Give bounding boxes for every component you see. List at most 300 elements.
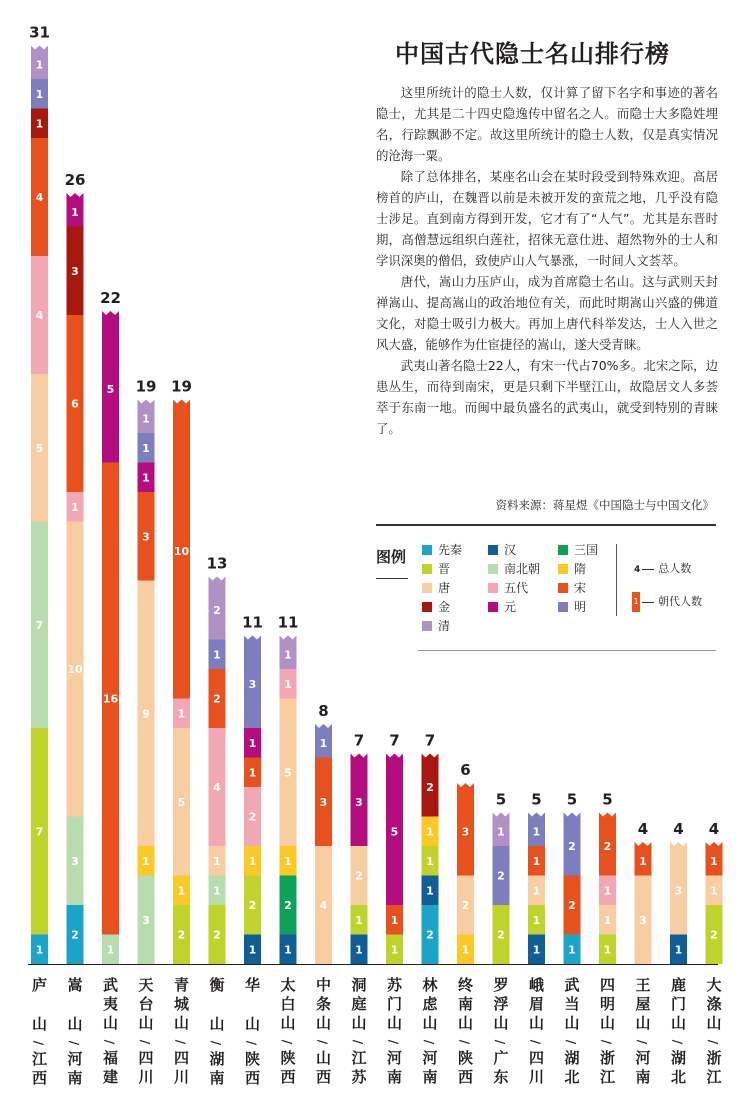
category-label-char: 北 (564, 1068, 580, 1086)
category-label-char: 城 (173, 995, 190, 1013)
category-label-char: / (280, 1039, 294, 1045)
segment-value-label: 1 (532, 913, 541, 927)
segment-value-label: 2 (568, 840, 576, 853)
category-label-char: 武 (564, 976, 580, 994)
category-label-char: 白 (280, 995, 296, 1013)
segment-value-label: 4 (35, 191, 44, 204)
category-label-char: / (315, 1039, 330, 1045)
category-label-char: 山 (528, 1014, 545, 1032)
category-label-char: 湖 (209, 1050, 225, 1068)
category-label-char: 山 (564, 1014, 580, 1032)
bar-top-notch (493, 813, 510, 817)
segment-value-label: 5 (177, 795, 186, 809)
legend-swatch (488, 583, 498, 593)
category-label-char: 江 (599, 1068, 616, 1086)
intro-paragraph: 除了总体排名，某座名山会在某时段受到特殊欢迎。高居榜首的庐山，在魏晋以前是未被开发的蛮荒之地，几乎没有隐士涉足。直到南方得到开发，它才有了“人气”。尤其是东晋时期，高僧慧远组织白莲社，招徕无意仕进、超然物外的士人和学识深奥的僧侣，致使庐山人气暴涨，一时间人文荟萃。 (376, 169, 718, 268)
category-label-char: / (457, 1039, 472, 1045)
legend-swatch (558, 564, 568, 574)
segment-value-label: 2 (355, 869, 363, 883)
segment-value-label: 3 (355, 795, 363, 809)
category-label-char: 西 (280, 1068, 296, 1086)
bar-top-notch (102, 311, 119, 315)
legend-swatch (422, 564, 432, 574)
category-label-char: 山 (493, 1014, 509, 1032)
segment-value-label: 1 (532, 854, 541, 868)
category-label-char: / (209, 1040, 223, 1046)
bar-total-label: 4 (708, 820, 720, 838)
bar-top-notch (670, 842, 687, 846)
bar-total-label: 31 (29, 23, 50, 42)
legend-item-sui (558, 562, 586, 576)
intro-paragraph: 唐代，嵩山力压庐山，成为首席隐士名山。这与武则天封禅嵩山、提高嵩山的政治地位有关，而此时期嵩山兴盛的佛道文化，对隐士吸引力极大。再加上唐代科举发达，士人入世之风大盛，能够作为仕宦捷径的嵩山，遂大受青睐。 (376, 274, 718, 352)
category-label-char: 涤 (706, 995, 722, 1013)
category-label-char: 屋 (635, 995, 651, 1013)
segment-value-label: 1 (319, 736, 328, 750)
segment-value-label: 3 (142, 913, 150, 927)
segment-value-label: 1 (35, 58, 44, 72)
category-label-char: 西 (244, 1069, 261, 1087)
category-label-char: 川 (138, 1068, 154, 1086)
category-label-char: 山 (102, 1014, 119, 1032)
legend-swatch (488, 602, 498, 612)
category-label-char: 山 (280, 1014, 296, 1032)
segment-value-label: 1 (426, 854, 434, 868)
segment-value-label: 10 (173, 545, 190, 558)
segment-value-label: 2 (461, 899, 470, 912)
legend-label: 南北朝 (504, 562, 541, 576)
segment-value-label: 4 (213, 781, 221, 794)
bar-top-notch (599, 813, 616, 817)
segment-value-label: 1 (177, 884, 186, 898)
category-label-char: 山 (315, 1049, 332, 1067)
segment-value-label: 1 (248, 766, 257, 780)
source-note: 资料来源：蒋星煜《中国隐士与中国文化》 (495, 498, 714, 512)
bar-total-label: 5 (566, 790, 578, 809)
bar-top-notch (173, 400, 190, 404)
category-label-char: / (635, 1039, 649, 1045)
segment-value-label: 1 (603, 943, 612, 957)
category-label-char: 四 (138, 1049, 154, 1067)
segment-value-label: 1 (284, 648, 292, 662)
bar-total-label: 4 (673, 820, 684, 838)
segment-value-label: 1 (142, 412, 150, 426)
category-label-char: 西 (315, 1068, 332, 1086)
category-label-char: 江 (706, 1068, 722, 1086)
category-label-char: 西 (457, 1068, 474, 1086)
segment-value-label: 3 (639, 913, 647, 927)
intro-text (376, 82, 718, 439)
bar-total-label: 19 (171, 377, 192, 396)
category-label-char: / (244, 1040, 259, 1046)
category-label-char: 华 (244, 976, 261, 994)
segment-value-label: 2 (284, 899, 292, 912)
legend-key-total-number: 4 (634, 565, 641, 575)
category-label-char: 鹿 (670, 976, 687, 994)
legend-label: 先秦 (438, 543, 463, 557)
category-label-char: 福 (102, 1049, 119, 1067)
category-label-char: 山 (351, 1014, 367, 1032)
category-label-char: 南 (635, 1068, 651, 1086)
category-label-char: / (102, 1039, 117, 1045)
bar-total-label: 5 (495, 790, 507, 809)
category-label-char: 浙 (599, 1049, 616, 1067)
segment-value-label: 3 (71, 264, 79, 278)
bar-total-label: 19 (135, 377, 157, 396)
category-label-char: 山 (67, 1015, 83, 1033)
category-label-char: 山 (138, 1014, 154, 1032)
segment-value-label: 2 (213, 604, 221, 617)
legend-label: 清 (438, 619, 451, 633)
category-label-char: 南 (422, 1068, 438, 1086)
segment-value-label: 7 (35, 825, 44, 839)
bar-total-label: 7 (353, 731, 365, 750)
segment-value-label: 1 (461, 943, 470, 957)
category-label-char: 苏 (386, 976, 403, 994)
legend-swatch (422, 602, 432, 612)
segment-value-label: 1 (674, 943, 683, 957)
legend-label: 隋 (574, 562, 587, 576)
segment-value-label: 1 (213, 884, 221, 898)
category-label-char: 南 (386, 1068, 403, 1086)
intro-paragraph: 这里所统计的隐士人数，仅计算了留下名字和事迹的著名隐士，尤其是二十四史隐逸传中留名之人。而隐士大多隐姓埋名，行踪飘渺不定。故这里所统计的隐士人数，仅是真实情况的沧海一粟。 (376, 85, 718, 163)
segment-value-label: 1 (426, 884, 434, 898)
legend-item-nanbeichao (488, 562, 540, 576)
category-label-char: 东 (493, 1068, 509, 1086)
segment-value-label: 5 (284, 766, 292, 780)
category-label-char: 山 (31, 1015, 48, 1033)
legend-item-sanguo (558, 543, 598, 557)
category-label-char: 四 (173, 1049, 190, 1067)
category-label-char: 门 (386, 995, 403, 1013)
bar-total-label: 6 (460, 761, 471, 779)
category-label-char: / (31, 1040, 46, 1046)
legend-swatch (488, 564, 498, 574)
category-label-char: / (564, 1039, 578, 1045)
category-label-char: 山 (422, 1014, 438, 1032)
category-label-char: 洞 (351, 976, 367, 994)
segment-value-label: 1 (213, 648, 221, 662)
category-label-char: 虑 (422, 995, 438, 1013)
bar-top-notch (422, 754, 439, 758)
segment-value-label: 1 (426, 825, 434, 839)
segment-value-label: 1 (284, 943, 292, 957)
bar-top-notch (528, 813, 545, 817)
category-label-char: 林 (422, 976, 438, 994)
category-label-char: 广 (493, 1049, 509, 1067)
legend-item-yuan (488, 600, 516, 614)
category-label-char: 峨 (528, 976, 545, 994)
legend-label: 汉 (504, 543, 517, 557)
segment-value-label: 6 (71, 397, 79, 411)
category-label-char: 庐 (31, 976, 48, 994)
segment-value-label: 1 (106, 943, 115, 957)
category-label-char: 陕 (457, 1049, 474, 1067)
legend-swatch (422, 545, 432, 555)
category-label-char: / (422, 1039, 436, 1045)
category-label-char: 明 (599, 995, 616, 1013)
segment-value-label: 2 (248, 810, 257, 824)
segment-value-label: 2 (213, 928, 221, 942)
legend-key-dynasty-box: 1 (632, 592, 640, 612)
category-label-char: / (670, 1039, 685, 1045)
legend-swatch (558, 602, 568, 612)
category-label-char: 山 (599, 1014, 616, 1032)
category-label-char: 山 (209, 1015, 225, 1033)
bar-top-notch (315, 724, 332, 728)
category-label-char: 湖 (670, 1049, 687, 1067)
segment-value-label: 1 (532, 825, 541, 839)
legend-swatch (422, 621, 432, 631)
segment-value-label: 1 (248, 854, 257, 868)
segment-value-label: 5 (106, 382, 115, 396)
category-label-char: 南 (457, 995, 474, 1013)
category-label-char: 当 (564, 995, 580, 1013)
bar-top-notch (706, 842, 723, 846)
segment-value-label: 1 (248, 736, 257, 750)
segment-value-label: 9 (142, 707, 150, 721)
bar-total-label: 13 (206, 554, 228, 573)
legend-key-total-label: 总人数 (658, 562, 692, 575)
legend-separator (616, 544, 617, 616)
category-label-char: / (599, 1039, 614, 1045)
segment-value-label: 2 (568, 899, 576, 912)
segment-value-label: 1 (355, 913, 363, 927)
segment-value-label: 2 (213, 692, 221, 706)
category-label-char: 山 (457, 1014, 474, 1032)
category-label-char: 山 (315, 1014, 332, 1032)
category-label-char: 建 (102, 1068, 119, 1086)
legend-label: 宋 (574, 581, 587, 595)
category-label-char: / (706, 1039, 720, 1045)
bar-total-label: 11 (277, 613, 299, 632)
category-label-char: 台 (138, 995, 154, 1013)
segment-value-label: 1 (603, 884, 612, 898)
segment-value-label: 2 (426, 781, 434, 794)
category-label-char: 天 (138, 976, 154, 994)
category-label-char: / (138, 1039, 152, 1045)
bar-top-notch (31, 46, 48, 50)
legend-item-wudai (488, 581, 528, 595)
category-label-char: 河 (635, 1049, 651, 1067)
legend-item-song (558, 581, 586, 595)
category-label-char: 西 (31, 1069, 48, 1087)
category-label-char: 大 (706, 976, 722, 994)
legend-item-tang (422, 581, 450, 595)
segment-value-label: 3 (319, 795, 328, 809)
segment-value-label: 1 (71, 205, 79, 219)
legend-top-rule (376, 524, 716, 526)
segment-value-label: 1 (603, 913, 612, 927)
category-label-char: / (351, 1039, 365, 1045)
legend-label: 明 (574, 600, 587, 614)
category-label-char: 四 (528, 1049, 545, 1067)
segment-value-label: 1 (35, 943, 44, 957)
category-label-char: 湖 (564, 1049, 580, 1067)
category-label-char: 南 (209, 1069, 225, 1087)
category-label-char: 武 (102, 976, 119, 994)
category-label-char: / (493, 1039, 507, 1045)
category-label-char: 青 (173, 976, 190, 994)
segment-value-label: 2 (71, 928, 79, 942)
segment-value-label: 1 (710, 854, 718, 868)
segment-value-label: 1 (390, 943, 399, 957)
segment-value-label: 1 (35, 117, 44, 131)
segment-value-label: 2 (248, 899, 257, 912)
segment-value-label: 1 (284, 677, 292, 691)
legend-key-dynasty-label: 朝代人数 (658, 595, 702, 608)
segment-value-label: 1 (177, 707, 186, 721)
legend-label: 元 (504, 600, 517, 614)
bar-top-notch (351, 754, 368, 758)
legend-item-jin (422, 562, 450, 576)
segment-value-label: 1 (568, 943, 576, 957)
category-label-char: 江 (31, 1050, 48, 1068)
category-label-char: 浙 (706, 1049, 722, 1067)
segment-value-label: 4 (35, 309, 44, 322)
segment-value-label: 3 (142, 530, 150, 544)
category-label-char: 川 (528, 1068, 545, 1086)
segment-value-label: 1 (497, 825, 505, 839)
category-label-char: 河 (422, 1049, 438, 1067)
segment-value-label: 1 (710, 884, 718, 898)
segment-value-label: 3 (674, 884, 683, 898)
category-label-char: 衡 (209, 976, 225, 994)
segment-value-label: 3 (461, 825, 470, 839)
legend-label: 唐 (438, 581, 451, 595)
legend-item-qing (422, 619, 450, 633)
segment-value-label: 1 (355, 943, 363, 957)
bar-total-label: 7 (424, 731, 436, 750)
category-label-char: 北 (670, 1068, 687, 1086)
bar-top-notch (280, 636, 297, 640)
category-label-char: 中 (315, 976, 332, 994)
intro-paragraph: 武夷山著名隐士22人，有宋一代占70%多。北宋之际，边患丛生，而待到南宋，更是只剩下半壁江山，故隐居文人多荟萃于东南一地。而闽中最负盛名的武夷山，就受到特别的青睐了。 (376, 358, 718, 436)
segment-value-label: 1 (284, 854, 292, 868)
bar-top-notch (564, 813, 581, 817)
legend-swatch (422, 583, 432, 593)
segment-value-label: 1 (248, 943, 257, 957)
category-label-char: 罗 (493, 976, 509, 994)
bar-total-label: 5 (602, 790, 613, 809)
legend-item-jin2 (422, 600, 450, 614)
segment-value-label: 3 (71, 854, 79, 868)
bar-total-label: 22 (100, 289, 121, 307)
category-label-char: 江 (351, 1049, 367, 1067)
legend-label: 三国 (574, 543, 599, 557)
bar-top-notch (67, 193, 84, 197)
legend-label: 五代 (504, 581, 529, 595)
bar-top-notch (386, 754, 403, 758)
bar-top-notch (244, 636, 261, 640)
segment-value-label: 10 (67, 663, 83, 676)
legend-title: 图例 (376, 548, 407, 566)
bar-total-label: 7 (389, 731, 400, 750)
segment-value-label: 2 (603, 840, 612, 853)
category-label-char: 太 (280, 976, 296, 994)
category-label-char: 山 (635, 1014, 651, 1032)
category-label-char: 山 (706, 1014, 722, 1032)
category-label-char: 山 (670, 1014, 687, 1032)
legend-item-han (488, 543, 516, 557)
category-label-char: 浮 (493, 995, 509, 1013)
segment-value-label: 2 (426, 928, 434, 942)
bar-top-notch (635, 842, 652, 846)
category-label-char: 王 (635, 976, 651, 994)
bar-top-notch (209, 577, 226, 581)
legend-item-ming (558, 600, 586, 614)
legend-swatch (558, 583, 568, 593)
bar-total-label: 11 (242, 613, 263, 632)
category-label-char: 南 (67, 1069, 83, 1087)
category-label-char: / (173, 1039, 188, 1045)
legend-key-dynasty (632, 592, 702, 612)
legend-title-underline (376, 578, 408, 579)
segment-value-label: 3 (248, 677, 257, 691)
segment-value-label: 1 (213, 854, 221, 868)
segment-value-label: 5 (390, 825, 399, 839)
leader-line (642, 569, 654, 570)
category-label-char: 川 (173, 1068, 190, 1086)
category-label-char: 庭 (351, 995, 367, 1013)
category-label-char: 终 (457, 976, 474, 994)
category-label-char: 夷 (102, 995, 119, 1013)
segment-value-label: 1 (639, 854, 647, 868)
category-label-char: 河 (386, 1049, 403, 1067)
category-label-char: / (386, 1039, 401, 1045)
category-label-char: 条 (315, 995, 332, 1013)
segment-value-label: 16 (102, 692, 119, 706)
category-label-char: 嵩 (67, 976, 83, 994)
legend-swatch (558, 545, 568, 555)
legend-swatch (488, 545, 498, 555)
bar-total-label: 4 (637, 820, 649, 838)
segment-value-label: 5 (35, 441, 44, 455)
leader-line (642, 602, 654, 603)
category-label-char: 山 (173, 1014, 190, 1032)
segment-value-label: 1 (532, 884, 541, 898)
legend-key-total (634, 560, 691, 576)
bar-top-notch (457, 783, 474, 787)
segment-value-label: 1 (142, 471, 150, 485)
category-label-char: 山 (386, 1014, 403, 1032)
legend-label: 金 (438, 600, 451, 614)
page-title: 中国古代隐士名山排行榜 (395, 40, 670, 68)
segment-value-label: 2 (710, 928, 718, 942)
segment-value-label: 1 (532, 943, 541, 957)
category-label-char: / (528, 1039, 543, 1045)
legend-label: 晋 (438, 562, 451, 576)
bar-total-label: 5 (531, 790, 542, 809)
category-label-char: 河 (67, 1050, 83, 1068)
segment-value-label: 7 (35, 618, 44, 632)
segment-value-label: 1 (390, 913, 399, 927)
bar-total-label: 8 (318, 702, 329, 720)
segment-value-label: 2 (497, 928, 505, 942)
segment-value-label: 4 (319, 899, 328, 912)
category-label-char: 陕 (280, 1049, 296, 1067)
segment-value-label: 1 (142, 441, 150, 455)
category-label-char: 四 (599, 976, 616, 994)
category-label-char: / (67, 1040, 81, 1046)
category-label-char: 眉 (528, 995, 545, 1013)
bar-top-notch (138, 400, 155, 404)
category-label-char: 陕 (244, 1050, 261, 1068)
legend-bottom-rule (418, 650, 716, 651)
legend-item-xianqin (422, 543, 462, 557)
category-label-char: 苏 (351, 1068, 367, 1086)
segment-value-label: 1 (142, 854, 150, 868)
bar-total-label: 26 (64, 171, 86, 189)
